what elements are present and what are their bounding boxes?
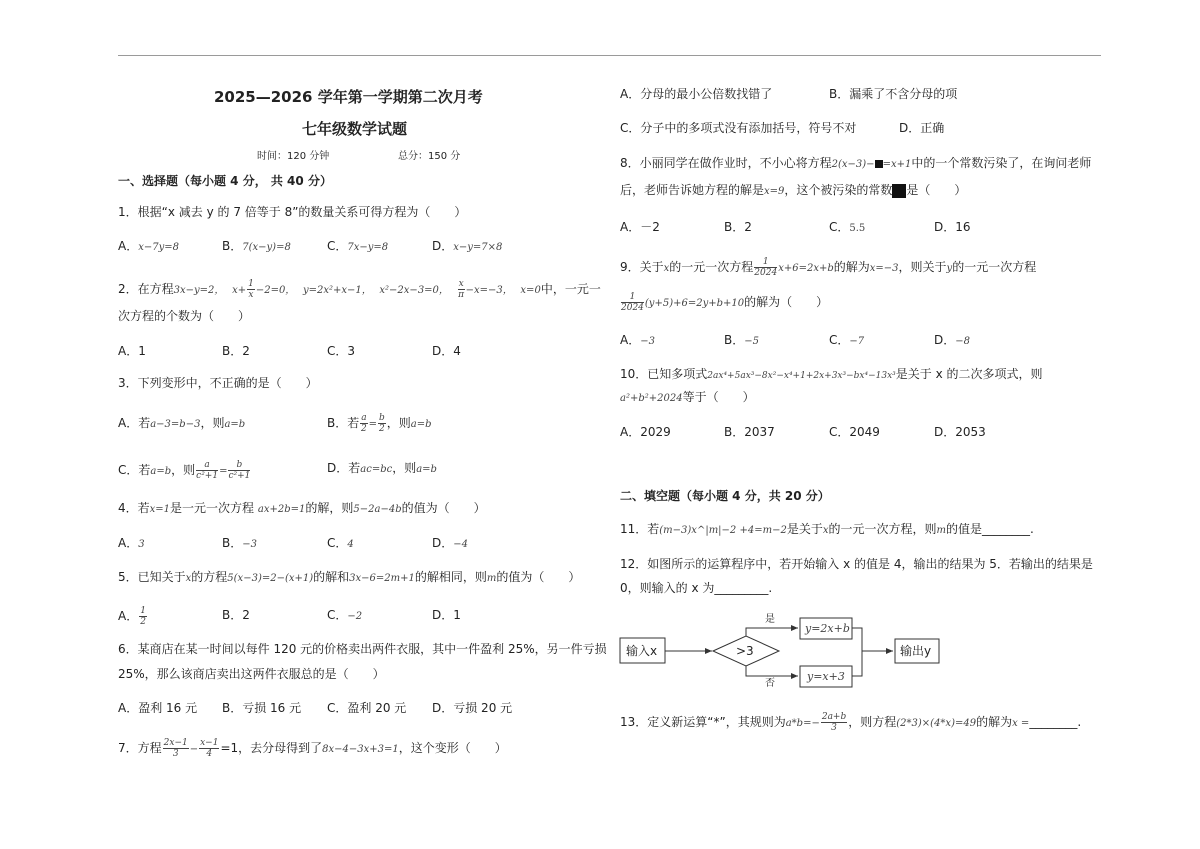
q3-stem: 3．下列变形中，不正确的是（ ） xyxy=(118,376,318,390)
q1-option-c: C．7x−y=8 xyxy=(327,239,389,253)
q4-option-c: C．4 xyxy=(327,536,354,550)
q9-option-c: C．−7 xyxy=(829,333,865,347)
q9-stem: 9．关于x的一元一次方程 $\frac{1}{2024}$ x+6=2x+b的解为x=−3，则关于y的一元一次方程 xyxy=(620,257,1037,278)
q6-stem-line2: 25%，那么该商店卖出这两件衣服总的是（ ） xyxy=(118,667,385,681)
q2-stem-line2: 次方程的个数为（ ） xyxy=(118,309,251,323)
q1-stem: 1．根据“x 减去 y 的 7 倍等于 8”的数量关系可得方程为（ ） xyxy=(118,205,467,219)
section-heading-choice: 一、选择题（每小题 4 分， 共 40 分） xyxy=(118,174,332,188)
q2-option-d: D．4 xyxy=(432,344,461,358)
q1-option-b: B．7(x−y)=8 xyxy=(222,239,291,253)
flow-arrow xyxy=(746,628,798,636)
q10-stem-line2: a²+b²+2024等于（ ） xyxy=(620,390,755,404)
q7-option-c: C．分子中的多项式没有添加括号，符号不对 xyxy=(620,121,857,135)
q6-option-b: B．亏损 16 元 xyxy=(222,701,302,715)
q2-option-c: C．3 xyxy=(327,344,356,358)
q9-option-a: A．−3 xyxy=(620,333,655,347)
q5-option-c: C．−2 xyxy=(327,608,363,622)
q8-option-a: A．－2 xyxy=(620,220,660,234)
q7-stem: 7．方程 $\frac{2x-1}{3}$ − $\frac{x-1}{4}$ =1，去分母得到了8x−4−3x+3=1，这个变形（ ） xyxy=(118,738,507,759)
q10-stem: 10．已知多项式2ax⁴+5ax³−8x²−x⁴+1+2x+3x³−bx⁴−13x³是关于 x 的二次多项式，则 xyxy=(620,367,1043,381)
flow-arrow xyxy=(746,666,798,676)
flow-yes-label: 是 xyxy=(765,614,775,625)
q10-option-b: B．2037 xyxy=(724,425,775,439)
exam-title: 2025—2026 学年第一学期第二次月考 xyxy=(214,88,483,106)
q6-option-c: C．盈利 20 元 xyxy=(327,701,407,715)
q8-option-b: B．2 xyxy=(724,220,752,234)
q1-option-a: A．x−7y=8 xyxy=(118,239,179,253)
q3-option-d: D．若ac=bc，则a=b xyxy=(327,461,437,475)
q10-option-c: C．2049 xyxy=(829,425,880,439)
q5-option-d: D．1 xyxy=(432,608,461,622)
q3-option-a: A．若a−3=b−3，则a=b xyxy=(118,416,246,430)
q11-stem: 11．若(m−3)x^|m|−2 +4=m−2是关于x的一元一次方程，则m的值是________. xyxy=(620,522,1034,536)
q12-stem: 12．如图所示的运算程序中，若开始输入 x 的值是 4，输出的结果为 5．若输出的结果是 xyxy=(620,557,1093,571)
flow-input-label: 输入x xyxy=(626,644,658,658)
q4-option-a: A．3 xyxy=(118,536,145,550)
flow-output-label: 输出y xyxy=(900,644,932,658)
q12-stem-line2: 0，则输入的 x 为_________. xyxy=(620,581,773,595)
q13-stem: 13．定义新运算“*”，其规则为a*b=− $\frac{2a+b}{3}$ ，则方程(2*3)×(4*x)=49的解为x =________. xyxy=(620,712,1082,733)
q6-option-a: A．盈利 16 元 xyxy=(118,701,198,715)
section-heading-fill: 二、填空题（每小题 4 分，共 20 分） xyxy=(620,489,830,503)
q8-stem-line2: 后，老师告诉她方程的解是x=9，这个被污染的常数 是（ ） xyxy=(620,183,967,197)
q8-option-c: C．5.5 xyxy=(829,220,866,234)
q7-option-b: B．漏乘了不含分母的项 xyxy=(829,87,958,101)
q5-stem: 5．已知关于x的方程5(x−3)=2−(x+1)的解和3x−6=2m+1的解相同，则m的值为（ ） xyxy=(118,570,581,584)
q10-option-a: A．2029 xyxy=(620,425,671,439)
q4-stem: 4．若x=1是一元一次方程 ax+2b=1的解，则5−2a−4b的值为（ ） xyxy=(118,501,486,515)
q9-option-b: B．−5 xyxy=(724,333,759,347)
q7-option-d: D．正确 xyxy=(899,121,945,135)
exam-subtitle: 七年级数学试题 xyxy=(302,120,408,138)
flow-top-formula: y=2x+b xyxy=(805,622,850,635)
q4-option-b: B．−3 xyxy=(222,536,257,550)
exam-time: 时间：120 分钟 xyxy=(257,151,330,162)
q9-stem-line2: $\frac{1}{2024}$ (y+5)+6=2y+b+10的解为（ ） xyxy=(621,292,829,313)
q8-option-d: D．16 xyxy=(934,220,971,234)
q9-option-d: D．−8 xyxy=(934,333,970,347)
q2-option-a: A．1 xyxy=(118,344,146,358)
q5-option-b: B．2 xyxy=(222,608,250,622)
q6-option-d: D．亏损 20 元 xyxy=(432,701,513,715)
q1-option-d: D．x−y=7×8 xyxy=(432,239,503,253)
flow-join-line xyxy=(852,628,862,676)
q6-stem: 6．某商店在某一时间以每件 120 元的价格卖出两件衣服，其中一件盈利 25%，另一件亏损 xyxy=(118,642,607,656)
q5-option-a: A． $\frac{1}{2}$ xyxy=(118,606,146,627)
flow-bottom-formula: y=x+3 xyxy=(807,670,845,683)
q8-stem: 8．小丽同学在做作业时，不小心将方程2(x−3)− =x+1中的一个常数污染了，在询问老师 xyxy=(620,156,1092,170)
flow-no-label: 否 xyxy=(765,678,775,689)
q3-option-b: B．若 $\frac{a}{2}$ = $\frac{b}{2}$ ，则a=b xyxy=(327,413,432,434)
q3-option-c: C．若a=b，则 $\frac{a}{\text{c²+1}}$ = $\frac{b}{\text{c²+1}}$ xyxy=(118,460,251,481)
q2-option-b: B．2 xyxy=(222,344,250,358)
q10-option-d: D．2053 xyxy=(934,425,986,439)
q7-option-a: A．分母的最小公倍数找错了 xyxy=(620,87,773,101)
q4-option-d: D．−4 xyxy=(432,536,468,550)
flow-condition-label: >3 xyxy=(736,644,754,658)
q2-stem: 2．在方程3x−y=2， x+ $\frac{1}{x}$ −2=0， y=2x²+x−1， x²−2x−3=0， $\frac{x}{\pi}$ −x=−3， x=0中，一元一 xyxy=(118,279,601,300)
exam-score: 总分：150 分 xyxy=(398,151,461,162)
